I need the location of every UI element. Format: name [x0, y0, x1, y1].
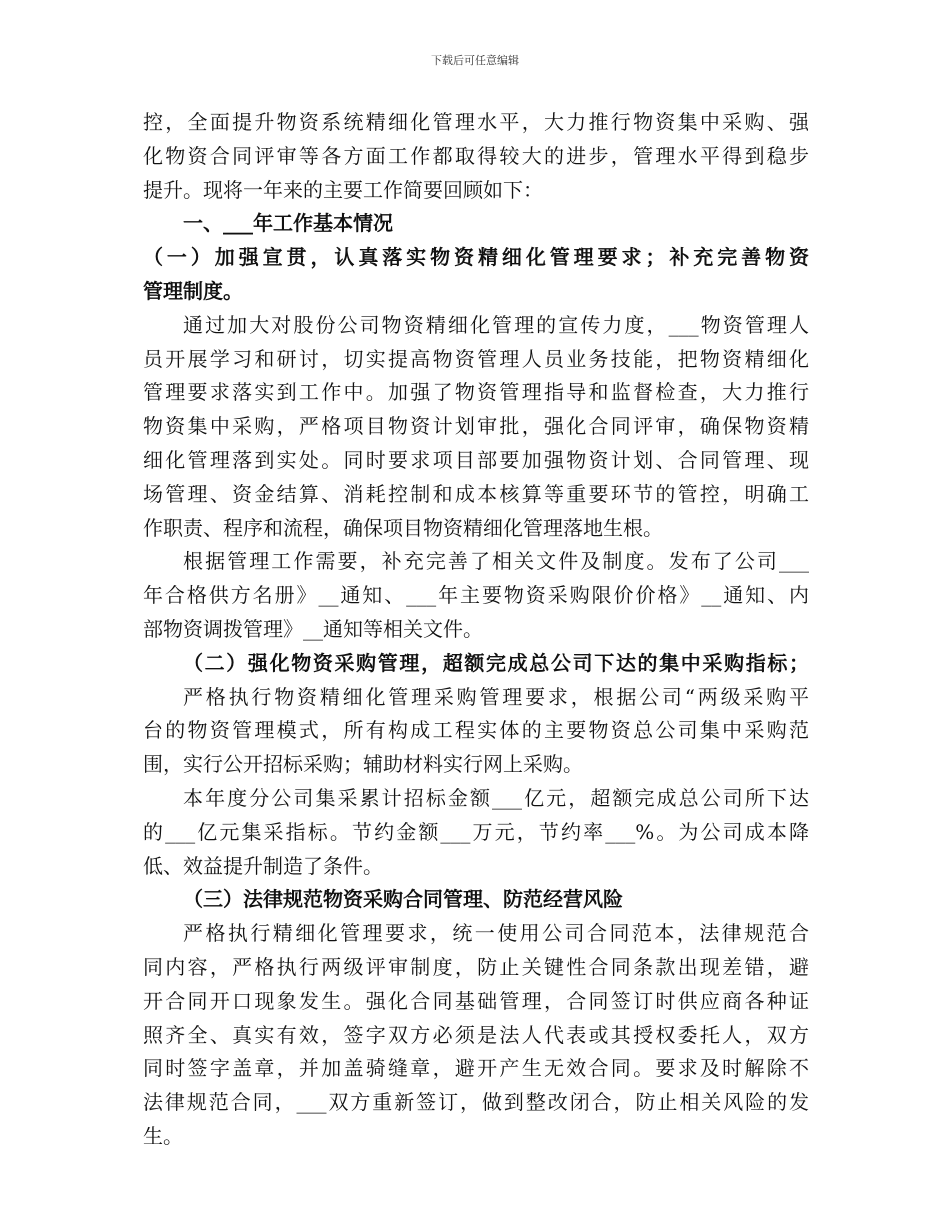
- page-header: 下载后可任意编辑: [431, 54, 519, 67]
- body-line: 照齐全、真实有效，签字双方必须是法人代表或其授权委托人，双方: [143, 1022, 809, 1047]
- body-line: 场管理、资金结算、消耗控制和成本核算等重要环节的管控，明确工: [143, 481, 809, 506]
- body-line: 台的物资管理模式，所有构成工程实体的主要物资总公司集中采购范: [143, 718, 809, 743]
- body-line: 根据管理工作需要，补充完善了相关文件及制度。发布了公司___: [183, 549, 809, 574]
- body-line: 控，全面提升物资系统精细化管理水平，大力推行物资集中采购、强: [143, 110, 809, 134]
- subsection-heading-cont: 管理制度。: [143, 278, 243, 303]
- body-line: 法律规范合同，___双方重新签订，做到整改闭合，防止相关风险的发: [143, 1090, 809, 1115]
- body-line: 作职责、程序和流程，确保项目物资精细化管理落地生根。: [143, 515, 663, 540]
- body-line: 的___亿元集采指标。节约金额___万元，节约率___%。为公司成本降: [143, 819, 809, 844]
- body-line: 开合同开口现象发生。强化合同基础管理，合同签订时供应商各种证: [143, 988, 809, 1013]
- subsection-heading: （三）法律规范物资采购合同管理、防范经营风险: [183, 887, 623, 912]
- subsection-heading: （一）加强宣贯，认真落实物资精细化管理要求；补充完善物资: [143, 245, 809, 270]
- body-line: 严格执行精细化管理要求，统一使用公司合同范本，法律规范合: [183, 921, 809, 946]
- body-line: 管理要求落实到工作中。加强了物资管理指导和监督检查，大力推行: [143, 380, 809, 405]
- body-line: 部物资调拨管理》__通知等相关文件。: [143, 616, 483, 641]
- body-line: 物资集中采购，严格项目物资计划审批，强化合同评审，确保物资精: [143, 414, 809, 439]
- body-line: 围，实行公开招标采购；辅助材料实行网上采购。: [143, 752, 583, 777]
- body-line: 化物资合同评审等各方面工作都取得较大的进步，管理水平得到稳步: [143, 143, 809, 168]
- section-heading: 一、___年工作基本情况: [183, 211, 393, 236]
- body-line: 提升。现将一年来的主要工作简要回顾如下：: [143, 177, 543, 202]
- body-line: 低、效益提升制造了条件。: [143, 853, 383, 878]
- body-line: 同时签字盖章，并加盖骑缝章，避开产生无效合同。要求及时解除不: [143, 1056, 809, 1081]
- body-line: 通过加大对股份公司物资精细化管理的宣传力度，___物资管理人: [183, 312, 809, 337]
- body-line: 同内容，严格执行两级评审制度，防止关键性合同条款出现差错，避: [143, 954, 809, 979]
- subsection-heading: （二）强化物资采购管理，超额完成总公司下达的集中采购指标；: [183, 650, 809, 675]
- body-line: 员开展学习和研讨，切实提高物资管理人员业务技能，把物资精细化: [143, 346, 809, 371]
- body-line: 细化管理落到实处。同时要求项目部要加强物资计划、合同管理、现: [143, 447, 809, 472]
- document-body: [143, 106, 809, 1154]
- body-line: 生。: [143, 1123, 183, 1148]
- body-line: 本年度分公司集采累计招标金额___亿元，超额完成总公司所下达: [183, 785, 809, 810]
- body-line: 严格执行物资精细化管理采购管理要求，根据公司“两级采购平: [183, 684, 809, 709]
- body-line: 年合格供方名册》__通知、___年主要物资采购限价价格》__通知、内: [143, 583, 809, 608]
